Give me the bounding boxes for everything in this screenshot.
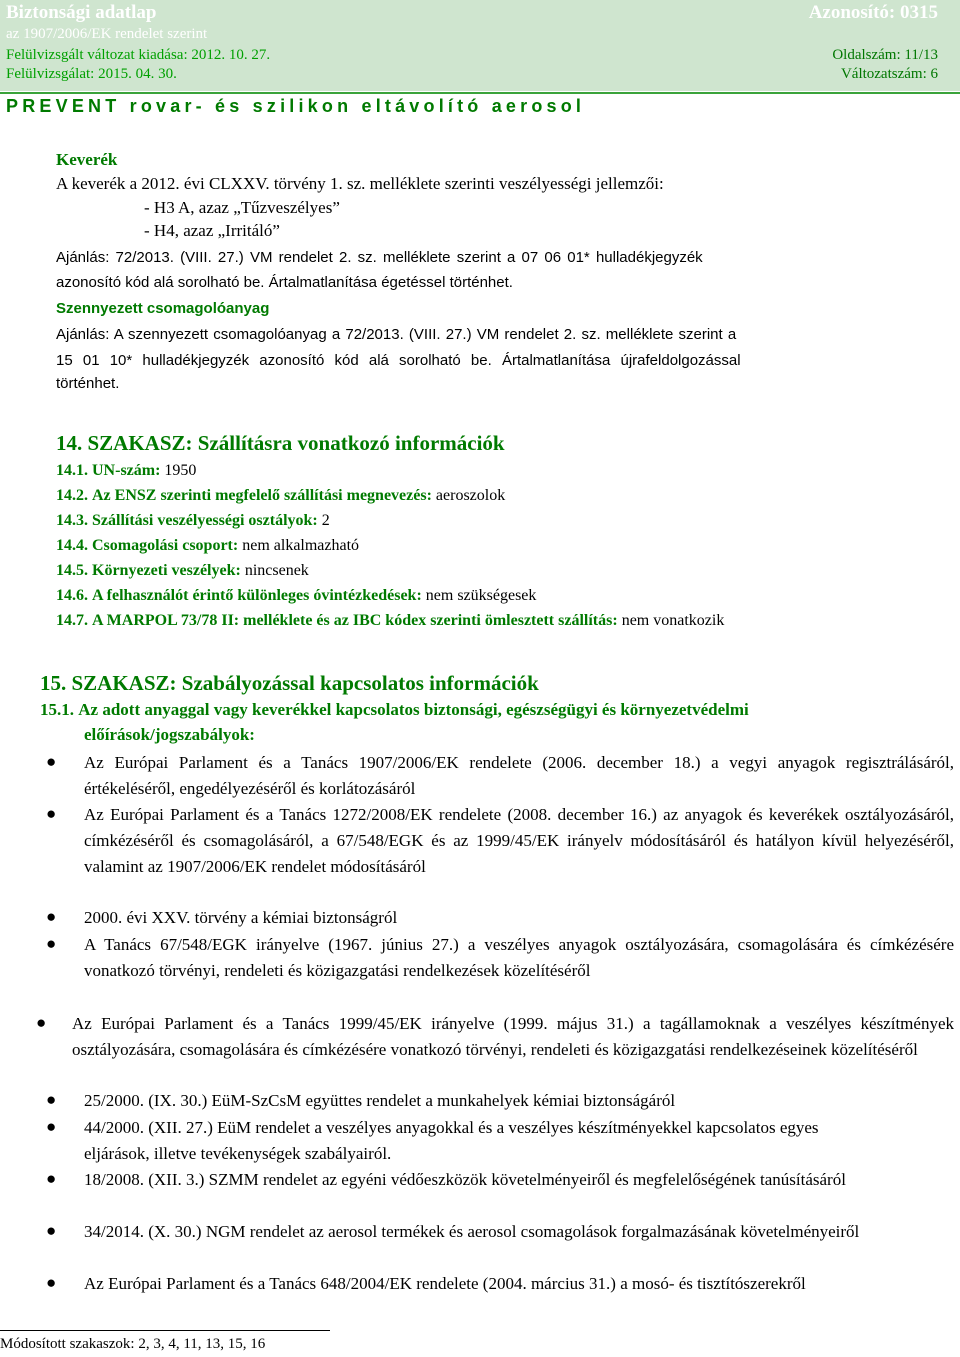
item-number: 14.5.: [56, 562, 88, 579]
bullet-icon: ●: [46, 907, 57, 926]
transport-item: [56, 612, 724, 630]
bullet-icon: ●: [46, 1090, 57, 1109]
regulation-item: 2000. évi XXV. törvény a kémiai biztonságról: [84, 908, 398, 927]
section15-heading: 15. SZAKASZ: Szabályozással kapcsolatos információk: [40, 671, 539, 695]
hazard-item-h3: - H3 A, azaz „Tűzveszélyes”: [144, 198, 340, 217]
doc-title: Biztonsági adatlap: [6, 2, 157, 23]
hazard-item-h4: - H4, azaz „Irritáló”: [144, 221, 280, 240]
regulation-item: Az Európai Parlament és a Tanács 648/2004/EK rendelete (2004. március 31.) a mosó- és tisztítószerekről: [84, 1274, 806, 1293]
packaging-recommendation-c: történhet.: [56, 375, 120, 392]
item-number: 14.6.: [56, 587, 88, 604]
review-date: Felülvizsgálat: 2015. 04. 30.: [6, 66, 177, 82]
regulation-item: Az Európai Parlament és a Tanács 1272/2008/EK rendelete (2008. december 16.) az anyagok és keverékek osztályozásáról, címkézéséről és csomagolásáról, a 67/548/EGK és az 1999/45/EK irányelv módosításáról és hatályon kívül helyezéséről, valamint az 1907/2006/EK rendelet módosításáról: [84, 805, 954, 876]
item-label: Az ENSZ szerinti megfelelő szállítási megnevezés:: [92, 487, 432, 504]
bullet-icon: ●: [36, 1013, 47, 1032]
item-number: 14.3.: [56, 512, 88, 529]
item-label: UN-szám:: [92, 462, 161, 479]
item-value: aeroszolok: [435, 487, 506, 504]
bullet-icon: ●: [46, 1169, 57, 1188]
item-value: nem vonatkozik: [621, 612, 725, 629]
footer-divider: [0, 1330, 330, 1331]
mixture-heading: Keverék: [56, 150, 118, 169]
regulation-item: A Tanács 67/548/EGK irányelve (1967. június 27.) a veszélyes anyagok osztályozására, csomagolására és címkézésére vonatkozó törvényi, rendeleti és közigazgatási rendelkezések közelítéséről: [84, 935, 954, 980]
document-header: [0, 0, 960, 94]
sub-number: 15.1.: [40, 700, 74, 719]
bullet-icon: ●: [46, 934, 57, 953]
transport-item: [56, 462, 196, 480]
item-value: 1950: [164, 462, 197, 479]
regulation-item: 44/2000. (XII. 27.) EüM rendelet a veszélyes anyagokkal és a veszélyes készítményekkel kapcsolatos egyes eljárások, illetve tevékenységek szabályairól.: [84, 1118, 819, 1163]
version-number: Változatszám: 6: [840, 66, 938, 82]
page-number: Oldalszám: 11/13: [832, 47, 938, 63]
header-divider: [0, 92, 960, 94]
item-label: A felhasználót érintő különleges óvintézkedések:: [92, 587, 422, 604]
bullet-icon: ●: [46, 752, 57, 771]
transport-item: [56, 562, 309, 580]
transport-item: [56, 487, 505, 505]
bullet-icon: ●: [46, 1117, 57, 1136]
mixture-recommendation-a: Ajánlás: 72/2013. (VIII. 27.) VM rendelet 2. sz. melléklete szerint a 07 06 01* hulladékjegyzék: [56, 249, 703, 266]
packaging-recommendation-b: 15 01 10* hulladékjegyzék azonosító kód alá sorolható be. Ártalmatlanítása újrafeldolgozással: [56, 352, 741, 369]
item-value: nincsenek: [244, 562, 309, 579]
issue-date: Felülvizsgált változat kiadása: 2012. 10. 27.: [6, 47, 271, 63]
regulation-ref: az 1907/2006/EK rendelet szerint: [6, 26, 208, 42]
item-label: Csomagolási csoport:: [92, 537, 239, 554]
transport-item: [56, 537, 359, 555]
item-label: Szállítási veszélyességi osztályok:: [92, 512, 318, 529]
regulation-item: Az Európai Parlament és a Tanács 1907/2006/EK rendelete (2006. december 18.) a vegyi anyagok regisztrálásáról, értékeléséről, engedélyezéséről és korlátozásáról: [84, 753, 954, 798]
section15-subheading-b: előírások/jogszabályok:: [84, 725, 255, 744]
mixture-recommendation-b: azonosító kód alá sorolható be. Ártalmatlanítása égetéssel történhet.: [56, 274, 513, 291]
item-label: Környezeti veszélyek:: [92, 562, 241, 579]
item-number: 14.2.: [56, 487, 88, 504]
item-number: 14.7.: [56, 612, 88, 629]
packaging-heading: Szennyezett csomagolóanyag: [56, 300, 270, 317]
packaging-recommendation-a: Ajánlás: A szennyezett csomagolóanyag a 72/2013. (VIII. 27.) VM rendelet 2. sz. melléklete szerint a: [56, 326, 737, 343]
item-value: 2: [321, 512, 330, 529]
section14-heading: 14. SZAKASZ: Szállításra vonatkozó információk: [56, 431, 505, 455]
section15-subheading-a: [40, 700, 749, 720]
item-value: nem szükségesek: [425, 587, 537, 604]
transport-item: [56, 512, 330, 530]
bullet-icon: ●: [46, 1273, 57, 1292]
bullet-icon: ●: [46, 1221, 57, 1240]
item-label: A MARPOL 73/78 II: melléklete és az IBC kódex szerinti ömlesztett szállítás:: [92, 612, 618, 629]
regulation-item: 34/2014. (X. 30.) NGM rendelet az aerosol termékek és aerosol csomagolások forgalmazásának követelményeiről: [84, 1222, 860, 1241]
changed-sections: Módosított szakaszok: 2, 3, 4, 11, 13, 15, 16: [0, 1336, 266, 1352]
item-number: 14.1.: [56, 462, 88, 479]
item-value: nem alkalmazható: [242, 537, 360, 554]
sub-title: Az adott anyaggal vagy keverékkel kapcsolatos biztonsági, egészségügyi és környezetvédelmi: [78, 700, 749, 719]
regulation-item: 18/2008. (XII. 3.) SZMM rendelet az egyéni védőeszközök követelményeiről és megfelelőségének tanúsításáról: [84, 1170, 846, 1189]
doc-id: Azonosító: 0315: [808, 2, 938, 23]
mixture-line: A keverék a 2012. évi CLXXV. törvény 1. sz. melléklete szerinti veszélyességi jellemzői:: [56, 174, 664, 193]
regulation-item: Az Európai Parlament és a Tanács 1999/45/EK irányelve (1999. május 31.) a tagállamoknak a veszélyes készítmények osztályozására, csomagolására és címkézésére vonatkozó törvényi, rendeleti és közigazgatási rendelkezéseinek közelítéséről: [72, 1014, 954, 1059]
bullet-icon: ●: [46, 804, 57, 823]
transport-item: [56, 587, 536, 605]
regulation-item: 25/2000. (IX. 30.) EüM-SzCsM együttes rendelet a munkahelyek kémiai biztonságáról: [84, 1091, 676, 1110]
product-name: PREVENT rovar- és szilikon eltávolító aerosol: [6, 96, 586, 116]
item-number: 14.4.: [56, 537, 88, 554]
